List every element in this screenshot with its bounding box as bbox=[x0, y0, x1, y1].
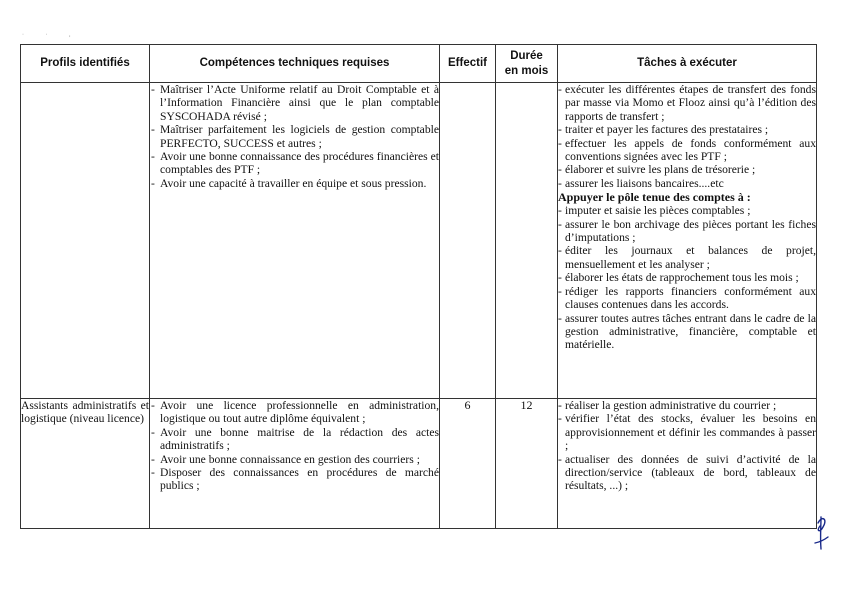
list-item: - élaborer et suivre les plans de trésorerie ; bbox=[558, 163, 816, 176]
header-profils: Profils identifiés bbox=[21, 45, 150, 83]
row2-competences bbox=[150, 399, 440, 529]
taches-list bbox=[558, 83, 816, 190]
row2-duree: 12 bbox=[496, 399, 558, 529]
table-header-row bbox=[21, 45, 817, 83]
scan-specks: · · , bbox=[22, 32, 81, 38]
header-effectif: Effectif bbox=[440, 45, 496, 83]
row1-profil bbox=[21, 83, 150, 399]
table-row bbox=[21, 83, 817, 399]
list-item: - Maîtriser parfaitement les logiciels de gestion comptable PERFECTO, SUCCESS et autres ; bbox=[150, 123, 439, 150]
taches-list bbox=[558, 204, 816, 351]
section-subheading: Appuyer le pôle tenue des comptes à : bbox=[558, 190, 751, 205]
competences-list bbox=[150, 399, 439, 493]
list-item: - Avoir une capacité à travailler en équipe et sous pression. bbox=[150, 177, 439, 190]
header-competences: Compétences techniques requises bbox=[150, 45, 440, 83]
initials-signature bbox=[812, 513, 832, 553]
row2-effectif: 6 bbox=[440, 399, 496, 529]
row1-taches bbox=[558, 83, 817, 399]
list-item: - assurer le bon archivage des pièces portant les fiches d’imputations ; bbox=[558, 218, 816, 245]
profiles-table bbox=[20, 44, 817, 529]
list-item: - élaborer les états de rapprochement tous les mois ; bbox=[558, 271, 816, 284]
row2-taches bbox=[558, 399, 817, 529]
row1-duree bbox=[496, 83, 558, 399]
taches-list bbox=[558, 399, 816, 493]
header-taches: Tâches à exécuter bbox=[558, 45, 817, 83]
list-item: - actualiser des données de suivi d’activité de la direction/service (tableaux de bord, tableaux de résultats, ...) ; bbox=[558, 453, 816, 493]
list-item: - assurer toutes autres tâches entrant dans le cadre de la gestion administrative, financière, comptable et matérielle. bbox=[558, 312, 816, 352]
list-item: - assurer les liaisons bancaires....etc bbox=[558, 177, 816, 190]
list-item: - vérifier l’état des stocks, évaluer les besoins en approvisionnement et définir les commandes à passer ; bbox=[558, 412, 816, 452]
list-item: - traiter et payer les factures des prestataires ; bbox=[558, 123, 816, 136]
header-duree-line1: Durée bbox=[510, 49, 543, 62]
list-item: - Avoir une bonne maitrise de la rédaction des actes administratifs ; bbox=[150, 426, 439, 453]
list-item: - réaliser la gestion administrative du courrier ; bbox=[558, 399, 816, 412]
row2-profil: Assistants administratifs et logistique (niveau licence) bbox=[21, 399, 150, 529]
list-item: - Disposer des connaissances en procédures de marché publics ; bbox=[150, 466, 439, 493]
row1-effectif bbox=[440, 83, 496, 399]
row1-competences bbox=[150, 83, 440, 399]
list-item: - éditer les journaux et balances de projet, mensuellement et les analyser ; bbox=[558, 244, 816, 271]
list-item: - Avoir une bonne connaissance en gestion des courriers ; bbox=[150, 453, 439, 466]
list-item: - effectuer les appels de fonds conformément aux conventions signées avec les PTF ; bbox=[558, 137, 816, 164]
list-item: - exécuter les différentes étapes de transfert des fonds par masse via Momo et Flooz ainsi qu’à l’édition des rapports de transfert ; bbox=[558, 83, 816, 123]
list-item: - imputer et saisie les pièces comptables ; bbox=[558, 204, 816, 217]
table-row bbox=[21, 399, 817, 529]
header-duree-line2: en mois bbox=[504, 64, 549, 77]
list-item: - Avoir une bonne connaissance des procédures financières et comptables des PTF ; bbox=[150, 150, 439, 177]
header-duree bbox=[496, 45, 558, 83]
list-item: - Maîtriser l’Acte Uniforme relatif au Droit Comptable et à l’Information Financière ainsi que le plan comptable SYSCOHADA révisé ; bbox=[150, 83, 439, 123]
list-item: - Avoir une licence professionnelle en administration, logistique ou tout autre diplôme équivalent ; bbox=[150, 399, 439, 426]
competences-list bbox=[150, 83, 439, 190]
list-item: - rédiger les rapports financiers conformément aux clauses contenues dans les accords. bbox=[558, 285, 816, 312]
